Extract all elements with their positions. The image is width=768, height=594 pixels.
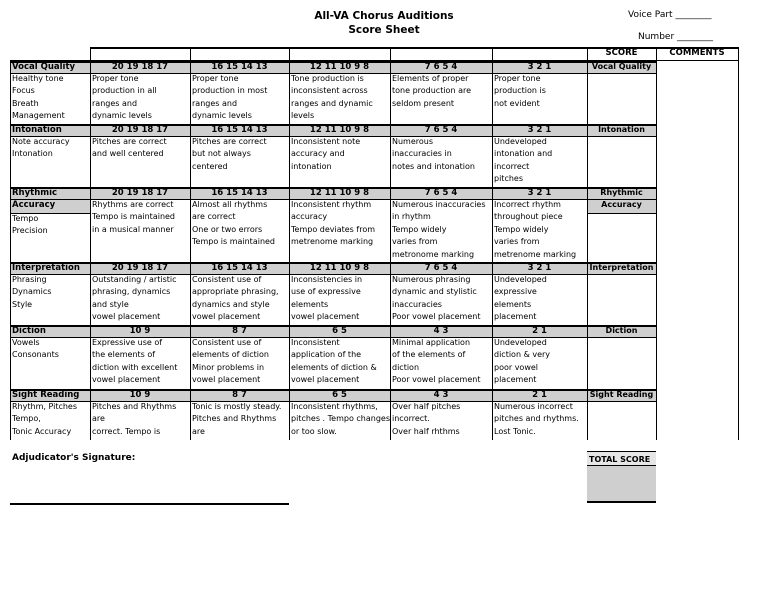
row-border [10,124,656,126]
sheet-title: All-VA Chorus Auditions [314,10,454,22]
descriptor-text: Pitches and Rhythms are correct. Tempo is [92,402,177,436]
score-range-header: 2 1 [492,325,587,337]
total-score-label: TOTAL SCORE [587,452,656,466]
comments-right-line [738,60,739,440]
score-range-header: 3 2 1 [492,187,587,199]
criteria-text: Note accuracy Intonation [12,137,70,159]
column-line [190,61,191,440]
score-range-header: 20 19 18 17 [90,61,190,73]
descriptor-text: Elements of proper tone production are seldom present [392,74,472,108]
score-range-header: 16 15 14 13 [190,61,289,73]
score-range-header: 16 15 14 13 [190,262,289,274]
comments-input[interactable] [656,325,738,389]
score-input[interactable] [587,213,656,262]
descriptor-text: Undeveloped expressive elements placement [494,275,547,322]
score-input[interactable] [587,337,656,389]
descriptor-text: Proper tone production in all ranges and dynamic levels [92,74,157,121]
range-header-bottom [10,401,656,402]
descriptor-text: Consistent use of elements of diction Minor problems in vowel placement [192,338,269,385]
comments-column-header: COMMENTS [669,48,725,58]
score-range-header: 16 15 14 13 [190,124,289,136]
score-range-header: 12 11 10 9 8 [289,124,390,136]
column-line [90,61,91,440]
descriptor-text: Inconsistent note accuracy and intonation [291,137,361,171]
comments-input[interactable] [656,187,738,262]
criteria-text: Rhythm, Pitches Tempo, Tonic Accuracy [12,402,78,436]
descriptor-text: Pitches are correct and well centered [92,137,167,159]
category-name-bottom [10,213,90,214]
descriptor-text: Numerous inaccuracies in notes and intonation [392,137,475,171]
descriptor-text: Proper tone production is not evident [494,74,546,108]
descriptor-text: Inconsistencies in use of expressive elements vowel placement [291,275,363,322]
column-line [10,61,11,440]
criteria-text: Tempo Precision [12,214,48,236]
column-line [390,61,391,440]
descriptor-text: Inconsistent rhythms, pitches . Tempo changes or too slow. [291,402,390,436]
descriptor-text: Inconsistent rhythm accuracy Tempo deviates from metrenome marking [291,200,376,247]
descriptor-text: Outstanding / artistic phrasing, dynamics and style vowel placement [92,275,177,322]
range-header-bottom [10,73,656,74]
category-name-rhythmic-accuracy: Rhythmic Accuracy [10,187,90,213]
score-input[interactable] [587,401,656,440]
total-score-box[interactable] [587,451,656,503]
score-label-intonation: Intonation [587,124,656,136]
row-border [10,325,656,327]
descriptor-text: Tonic is mostly steady. Pitches and Rhythms are [192,402,282,436]
voice-part-field[interactable]: Voice Part ________ [628,10,712,20]
comments-input[interactable] [656,124,738,187]
score-range-header: 4 3 [390,325,492,337]
category-name-interpretation: Interpretation [10,262,90,274]
score-range-header: 7 6 5 4 [390,61,492,73]
score-label-sight-reading: Sight Reading [587,389,656,401]
range-header-bottom [10,199,656,200]
descriptor-text: Minimal application of the elements of diction Poor vowel placement [392,338,481,385]
header-col-line [738,47,739,60]
criteria-text: Healthy tone Focus Breath Management [12,74,65,121]
score-range-header: 10 9 [90,389,190,401]
score-range-header: 12 11 10 9 8 [289,187,390,199]
column-line [656,61,657,440]
descriptor-text: Proper tone production in most ranges and dynamic levels [192,74,268,121]
descriptor-text: Consistent use of appropriate phrasing, dynamics and style vowel placement [192,275,279,322]
adjudicator-signature-label: Adjudicator's Signature: [12,453,136,463]
descriptor-text: Numerous phrasing dynamic and stylistic inaccuracies Poor vowel placement [392,275,481,322]
criteria-text: Vowels Consonants [12,338,59,360]
row-border [10,187,656,189]
row-border [10,61,656,63]
category-name-vocal-quality: Vocal Quality [10,61,90,73]
row-border [10,262,656,264]
descriptor-text: Inconsistent application of the elements of diction & vowel placement [291,338,377,385]
score-range-header: 8 7 [190,389,289,401]
descriptor-text: Undeveloped diction & very poor vowel placement [494,338,551,385]
score-input[interactable] [587,274,656,325]
number-field[interactable]: Number ________ [638,32,714,42]
range-header-bottom [10,274,656,275]
score-label-bottom [587,213,656,214]
score-label-vocal-quality: Vocal Quality [587,61,656,73]
descriptor-text: Tone production is inconsistent across ranges and dynamic levels [291,74,373,121]
descriptor-text: Incorrect rhythm throughout piece Tempo widely varies from metrenome marking [494,200,577,259]
score-range-header: 10 9 [90,325,190,337]
score-range-header: 20 19 18 17 [90,187,190,199]
comments-input[interactable] [656,61,738,124]
category-name-intonation: Intonation [10,124,90,136]
column-line [492,61,493,440]
score-range-header: 7 6 5 4 [390,262,492,274]
range-header-bottom [10,337,656,338]
score-range-header: 12 11 10 9 8 [289,262,390,274]
comments-input[interactable] [656,262,738,325]
row-border [10,389,656,391]
range-header-bottom [10,136,656,137]
descriptor-text: Numerous incorrect pitches and rhythms. Lost Tonic. [494,402,579,436]
header-col-line [190,47,191,60]
score-range-header: 2 1 [492,389,587,401]
category-name-sight-reading: Sight Reading [10,389,90,401]
score-input[interactable] [587,136,656,187]
criteria-text: Phrasing Dynamics Style [12,275,52,309]
descriptor-text: Almost all rhythms are correct One or two errors Tempo is maintained [192,200,276,247]
descriptor-text: Over half pitches incorrect. Over half rhthms [392,402,461,436]
descriptor-text: Pitches are correct but not always centered [192,137,267,171]
score-range-header: 3 2 1 [492,124,587,136]
score-range-header: 4 3 [390,389,492,401]
score-label-interpretation: Interpretation [587,262,656,274]
descriptor-text: Expressive use of the elements of diction with excellent vowel placement [92,338,178,385]
header-col-line [90,47,91,60]
score-range-header: 7 6 5 4 [390,124,492,136]
column-line [587,61,588,440]
score-range-header: 12 11 10 9 8 [289,61,390,73]
header-col-line [390,47,391,60]
score-range-header: 8 7 [190,325,289,337]
descriptor-text: Rhythms are correct Tempo is maintained in a musical manner [92,200,176,234]
comments-input[interactable] [656,389,738,440]
category-name-diction: Diction [10,325,90,337]
score-label-rhythmic-accuracy: Rhythmic Accuracy [587,187,656,213]
score-range-header: 6 5 [289,389,390,401]
score-input[interactable] [587,73,656,124]
score-range-header: 20 19 18 17 [90,124,190,136]
signature-line[interactable] [10,503,289,505]
column-line [289,61,290,440]
score-range-header: 16 15 14 13 [190,187,289,199]
header-col-line [289,47,290,60]
score-label-diction: Diction [587,325,656,337]
score-range-header: 3 2 1 [492,61,587,73]
score-range-header: 7 6 5 4 [390,187,492,199]
score-range-header: 6 5 [289,325,390,337]
score-range-header: 3 2 1 [492,262,587,274]
descriptor-text: Undeveloped intonation and incorrect pitches [494,137,553,184]
header-col-line [587,47,588,60]
score-range-header: 20 19 18 17 [90,262,190,274]
descriptor-text: Numerous inaccuracies in rhythm Tempo widely varies from metronome marking [392,200,486,259]
header-col-line [656,47,657,60]
score-column-header: SCORE [605,48,638,58]
sheet-subtitle: Score Sheet [348,24,420,36]
header-col-line [492,47,493,60]
